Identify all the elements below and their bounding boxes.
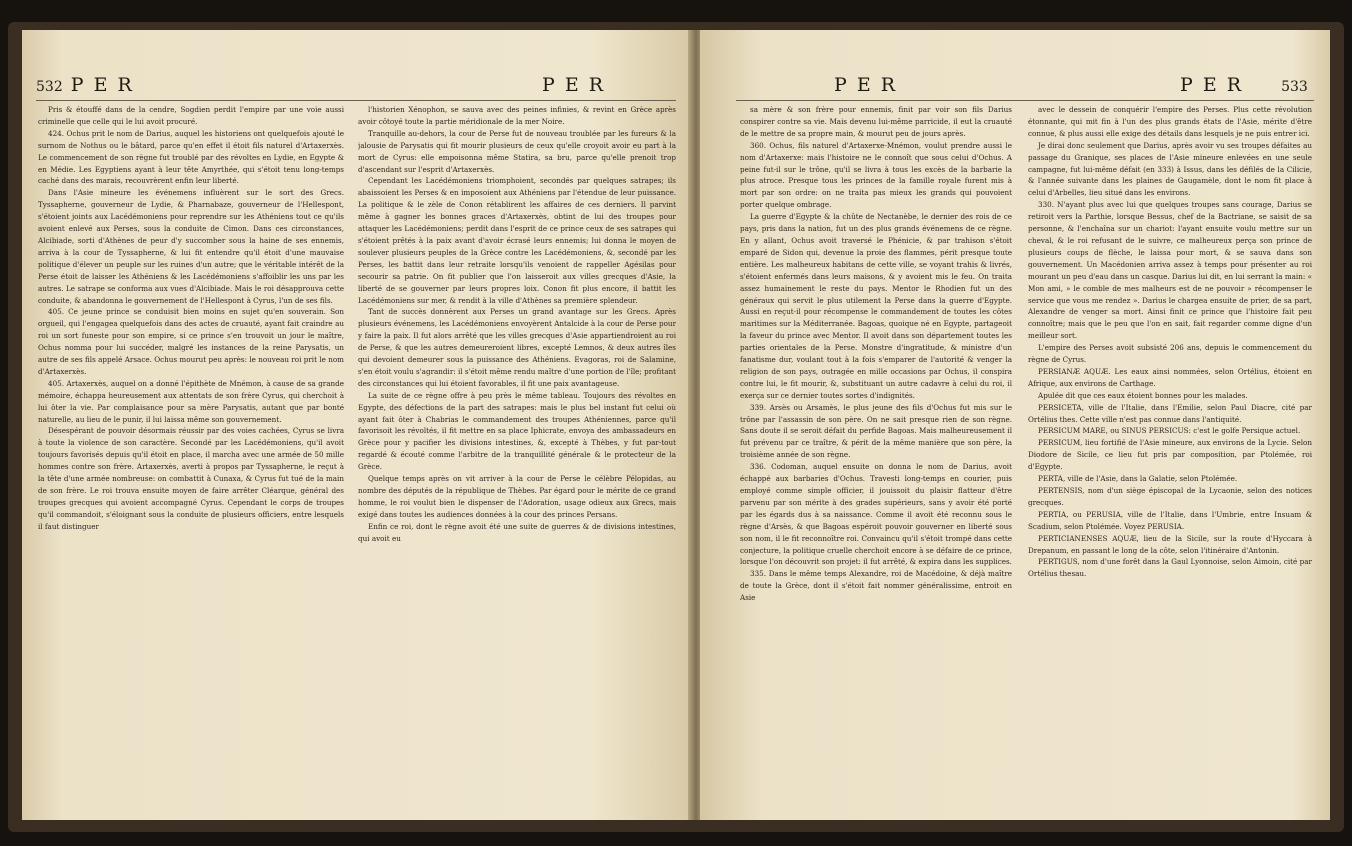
paragraph: L'empire des Perses avoit subsisté 206 ans, depuis le commencement du règne de Cyrus.: [1028, 343, 1312, 365]
paragraph: 339. Arsès ou Arsamès, le plus jeune des fils d'Ochus fut mis sur le trône par l'assassin de son père. On ne sait presque rien de son règne. Sans doute il se seroit défait du perfide Bagoas. Mais malheureusement il fut prévenu par ce traître, & périt de la même manière que son père, la troisième année de son règne.: [740, 402, 1012, 460]
paragraph: Je dirai donc seulement que Darius, après avoir vu ses troupes défaites au passage du Granique, ses places de l'Asie mineure enlevées en une seule campagne, fut lui-même défait (en 333) à Issus, dans les défilés de la Cilicie, & l'année suivante dans les plaines de Gaugamèle, dont le nom fit place à celui d'Arbelles, lieu situé dans les environs.: [1028, 140, 1312, 198]
paragraph: Tant de succès donnèrent aux Perses un grand avantage sur les Grecs. Après plusieurs événemens, les Lacédémoniens envoyèrent Antalcide à la cour de Perse pour y faire la paix. Il fut alors arrêté que les villes grecques d'Asie appartiendroient au roi de Perse, & que les autres demeureroient libres, excepté Lemnos, & deux autres îles qui devoient demeurer sous la puissance des Athéniens. Evagoras, roi de Salamine, s'en étoit voulu s'agrandir: il s'étoit même rendu maître d'une portion de l'île; profitant des circonstances qui lui étoient favorables, il fit une paix avantageuse.: [358, 307, 676, 388]
paragraph: Enfin ce roi, dont le règne avoit été une suite de guerres & de divisions intestines, qui avoit eu: [358, 521, 676, 543]
center-left-running-title: P E R: [542, 74, 606, 96]
column-4: [1028, 104, 1312, 820]
paragraph: La suite de ce règne offre à peu près le même tableau. Toujours des révoltes en Egypte, des défections de la part des satrapes: mais le plus bel instant fut celui où ayant fait ôter à Chabrias le commandement des troupes Athéniennes, parce qu'il favorisoit les révoltés, il fit mettre en sa place Iphicrate, envoya des ambassadeurs en Grèce pour y pacifier les divisions intestines, &, excepté à Thèbes, y fut par-tout regardé & écouté comme l'arbitre de la tranquillité générale & le protecteur de la Grèce.: [358, 390, 676, 472]
paragraph: 330. N'ayant plus avec lui que quelques troupes sans courage, Darius se retiroit vers la Parthie, lorsque Bessus, chef de la Bactriane, se saisit de sa personne, & l'enchaîna sur un chariot: l'ayant ensuite voulu mettre sur un cheval, & le roi refusant de le suivre, ce malheureux perça son prince de plusieurs coups de flèche, le laissa pour mort, & se sauva dans son gouvernement. Un Macédonien arriva assez à temps pour présenter au roi mourant un peu d'eau dans un casque. Darius lui dit, en lui serrant la main: « Mon ami, » le comble de mes malheurs est de ne pouvoir » récompenser le service que vous me rendez ». Darius le chargea ensuite de prier, de sa part, Alexandre de venger sa mort. Ainsi finit ce prince que l'histoire fait peu connoître; mais que le peu que l'on en sait, fait regarder comme digne d'un meilleur sort.: [1028, 200, 1312, 341]
paragraph: PERSIANÆ AQUÆ. Les eaux ainsi nommées, selon Ortélius, étoient en Afrique, aux environs de Carthage.: [1028, 366, 1312, 388]
paragraph: PERSICUM MARE, ou SINUS PERSICUS: c'est le golfe Persique actuel.: [1038, 426, 1301, 436]
paragraph: 405. Ce jeune prince se conduisit bien moins en sujet qu'en souverain. Son orgueil, qui l'engagea quelquefois dans des actes de cruauté, ayant fait craindre au roi un sort funeste pour son empire, si ce prince s'en trouvoit un jour le maître, Ochus nomma pour lui succéder, malgré les instances de la reine Parysatis, un autre de ses fils appelé Arsace. Ochus mourut peu après: le nouveau roi prit le nom d'Artaxerxès.: [38, 307, 344, 376]
paragraph: l'historien Xénophon, se sauva avec des peines infinies, & revint en Grèce après avoir côtoyé toute la partie méridionale de la mer Noire.: [358, 105, 676, 126]
paragraph: 405. Artaxerxès, auquel on a donné l'épithète de Mnémon, à cause de sa grande mémoire, échappa heureusement aux attentats de son frère Cyrus, qui cherchoit à lui ôter la vie. Par complaisance pour sa mère Parysatis, autant que par bonté naturelle, au lieu de le punir, il lui laissa même son gouvernement.: [38, 378, 344, 424]
paragraph: avec le dessein de conquérir l'empire des Perses. Plus cette révolution étonnante, qui mit fin à l'un des plus grands états de l'Asie, mérite d'être connue, & plus aussi elle exige des détails dans lesquels je ne puis entrer ici.: [1028, 105, 1312, 138]
paragraph: 360. Ochus, fils naturel d'Artaxerxe-Mnémon, voulut prendre aussi le nom d'Artaxerxe: mais l'histoire ne le connoît que sous celui d'Ochus. A peine fut-il sur le trône, qu'il se livra à tous les excès de la barbarie la plus atroce. Presque tous les princes de la famille royale furent mis à mort par son ordre: on ne traita pas mieux les grands qui pouvoient porter quelque ombrage.: [740, 140, 1012, 210]
right-page: [700, 30, 1330, 820]
paragraph: 336. Codoman, auquel ensuite on donna le nom de Darius, avoit échappé aux barbaries d'Ochus. Travesti long-temps en courier, puis employé comme simple officier, il jouissoit du plaisir flatteur d'être parvenu par son mérite à des grades supérieurs, sans y avoir été porté par les égards dus à sa naissance. Comme il avoit été reconnu sous le règne d'Arsès, & que Bagoas espéroit pouvoir gouverner en liberté sous son nom, il le fit reconnoître roi. Convaincu qu'il s'étoit trompé dans cette conjecture, la politique cruelle cherchoit encore à se défaire de ce prince, lorsque l'on découvrit son projet: il fut arrêté, & expira dans les supplices.: [740, 462, 1012, 567]
paragraph: Désespérant de pouvoir désormais réussir par des voies cachées, Cyrus se livra à toute la violence de son caractère. Secondé par les Lacédémoniens, qu'il avoit toujours favorisés depuis qu'il étoit en place, il marcha avec une armée de 50 mille hommes contre son frère. Artaxerxès, averti à propos par Tyssapherne, le reçut à la tête d'une armée nombreuse: on combattit à Cunaxa, & Cyrus fut tué de la main de son frère. Le roi trouva ensuite moyen de faire arrêter Cléarque, général des troupes grecques qui avoient accompagné Cyrus. Cependant le corps de troupes qu'il commandoit, s'éloignant sous la conduite de plusieurs officiers, entre lesquels il faut distinguer: [38, 426, 344, 531]
paragraph: PERTIGUS, nom d'une forêt dans la Gaul Lyonnoise, selon Aimoin, cité par Ortélius thesau.: [1028, 557, 1312, 579]
left-running-title: P E R: [70, 74, 134, 96]
paragraph: Tranquille au-dehors, la cour de Perse fut de nouveau troublée par les fureurs & la jalousie de Parysatis qui fit mourir plusieurs de ceux qu'elle croyoit avoir eu part à la mort de Cyrus: elle empoisonna même Statira, sa bru, parce qu'elle prenoit trop d'ascendant sur l'esprit d'Artaxerxès.: [358, 128, 676, 174]
left-page-header: [36, 74, 134, 100]
right-page-header: [1180, 74, 1308, 100]
left-page-number: 532: [36, 79, 63, 95]
paragraph: sa mère & son frère pour ennemis, finit par voir son fils Darius conspirer contre sa vie. Mais devenu lui-même parricide, il eut la cruauté de le mettre de sa propre main, & mourut peu de jours après.: [740, 105, 1012, 138]
paragraph: Apulée dit que ces eaux étoient bonnes pour les malades.: [1038, 390, 1248, 400]
paragraph: 424. Ochus prit le nom de Darius, auquel les historiens ont quelquefois ajouté le surnom de Nothus ou le bâtard, parce qu'en effet il étoit fils naturel d'Artaxerxès. Le commencement de son règne fut troublé par des révoltes en Lydie, en Egypte & en Médie. Les Egyptiens ayant à leur tête Amyrthée, qui s'étoit tenu long-temps caché dans des marais, recouvrèrent enfin leur liberté.: [38, 128, 344, 186]
paragraph: PERTA, ville de l'Asie, dans la Galatie, selon Ptolémée.: [1038, 474, 1238, 484]
column-2: [358, 104, 676, 820]
paragraph: Quelque temps après on vit arriver à la cour de Perse le célèbre Pélopidas, au nombre des députés de la république de Thèbes. Par égard pour le mérite de ce grand homme, le roi voulut bien le dispenser de l'Adoration, usage odieux aux Grecs, mais exigé dans toutes les audiences données à la cour des princes Persans.: [358, 474, 676, 519]
center-right-running-title: P E R: [834, 74, 898, 96]
right-page-number: 533: [1281, 79, 1308, 95]
column-3: [740, 104, 1012, 820]
left-header-rule: [36, 100, 676, 101]
paragraph: PERSICUM, lieu fortifié de l'Asie mineure, aux environs de la Lycie. Selon Diodore de Sicile, ce lieu fut pris par composition, par Ptolémée, roi d'Egypte.: [1028, 438, 1312, 472]
paragraph: PERTIA, ou PERUSIA, ville de l'Italie, dans l'Umbrie, entre Insuam & Scadium, selon Ptolémée. Voyez PERUSIA.: [1028, 509, 1312, 531]
paragraph: PERSICETA, ville de l'Italie, dans l'Emilie, selon Paul Diacre, cité par Ortélius thes. Cette ville n'est pas connue dans l'antiquité.: [1028, 402, 1312, 424]
paragraph: PERTENSIS, nom d'un siège épiscopal de la Lycaonie, selon des notices grecques.: [1028, 486, 1312, 507]
paragraph: PERTICIANENSES AQUÆ, lieu de la Sicile, sur la route d'Hyccara à Drepanum, en passant le long de la côte, selon l'itinéraire d'Antonin.: [1028, 533, 1312, 555]
paragraph: Dans l'Asie mineure les événemens influèrent sur le sort des Grecs. Tyssapherne, gouverneur de Lydie, & Pharnabaze, gouverneur de l'Hellespont, s'étoient joints aux Lacédémoniens pour reprendre sur les Athéniens tout ce qu'ils avoient enlevé aux Perses, sous la conduite de Cimon. Dans ces circonstances, Alcibiade, sorti d'Athènes de peur d'y succomber sous la haine de ses ennemis, arriva à la cour de Tyssapherne, & lui fit entendre qu'il étoit d'une mauvaise politique d'élever un peuple sur les ruines d'un autre; que le véritable intérêt de la Perse étoit de laisser les Athéniens & les Lacédémoniens s'affoiblir les uns par les autres. Le satrape se conforma aux vues d'Alcibiade. Mais le roi désapprouva cette conduite, & abandonna le gouvernement de l'Hellespont à Cyrus, l'un de ses fils.: [38, 188, 344, 305]
paragraph: 335. Dans le même temps Alexandre, roi de Macédoine, & déjà maître de toute la Grèce, dont il s'étoit fait nommer généralissime, entroit en Asie: [740, 569, 1012, 603]
paragraph: La guerre d'Egypte & la chûte de Nectanèbe, le dernier des rois de ce pays, pris dans la nation, fut un des plus grands événemens de ce règne. En y allant, Ochus avoit traversé le Phénicie, & par trahison s'étoit emparé de Sidon qui, devenue la proie des flammes, périt presque toute entière. Les malheureux habitans de cette ville, se voyant trahis & livrés, s'étoient enfermés dans leurs maisons, & y avoient mis le feu. On traita assez humainement le reste du pays. Mentor le Rhodien fut un des généraux qui servit le plus utilement la Perse dans la guerre d'Egypte. Aussi en reçut-il pour récompense le commandement de toutes les côtes maritimes sur la Méditerranée. Bagoas, quoique né en Egypte, partageoit la faveur du prince avec Mentor. Il avoit dans son département toutes les parties orientales de la Perse. Monstre d'ingratitude, & ministre d'un fanatisme dur, voulant tout à la fois s'emparer de l'autorité & venger la religion de son pays, outragée en mille occasions par Ochus, il conspira contre lui, le fit mourir, &, substituant un autre cadavre à celui du roi, il exerça sur ce dernier toutes sortes d'indignités.: [740, 212, 1012, 400]
left-page: [22, 30, 692, 820]
column-1: [38, 104, 344, 820]
right-header-rule: [736, 100, 1314, 101]
paragraph: Cependant les Lacédémoniens triomphoient, secondés par quelques satrapes; ils abaissoient les Perses & en imposoient aux Athéniens par l'étendue de leur puissance. La politique & le zèle de Conon rétablirent les affaires de ces derniers. Il parvint même à gagner les bonnes graces d'Artaxerxès, obtint de lui des troupes pour attaquer les Lacédémoniens; perdit dans l'esprit de ce prince ceux de ses satrapes qui s'étoient prêtés à la paix avant d'avoir écrasé leurs ennemis; lui donna le moyen de soulever plusieurs peuples de la Grèce contre les Lacédémoniens, &, secondé par les Perses, les battit dans leur retraite lorsqu'ils venoient de rappeller Agésilas pour secourir sa patrie. On fit publier que l'on laisseroit aux villes grecques d'Asie, la liberté de se gouverner par leurs propres loix. Conon fit plus encore, il battit les Lacédémoniens sur mer, & rendit à la ville d'Athènes sa première splendeur.: [358, 176, 676, 305]
right-running-title: P E R: [1180, 74, 1244, 96]
paragraph: Pris & étouffé dans de la cendre, Sogdien perdit l'empire par une voie aussi criminelle que celle qui le lui avoit procuré.: [38, 105, 344, 126]
